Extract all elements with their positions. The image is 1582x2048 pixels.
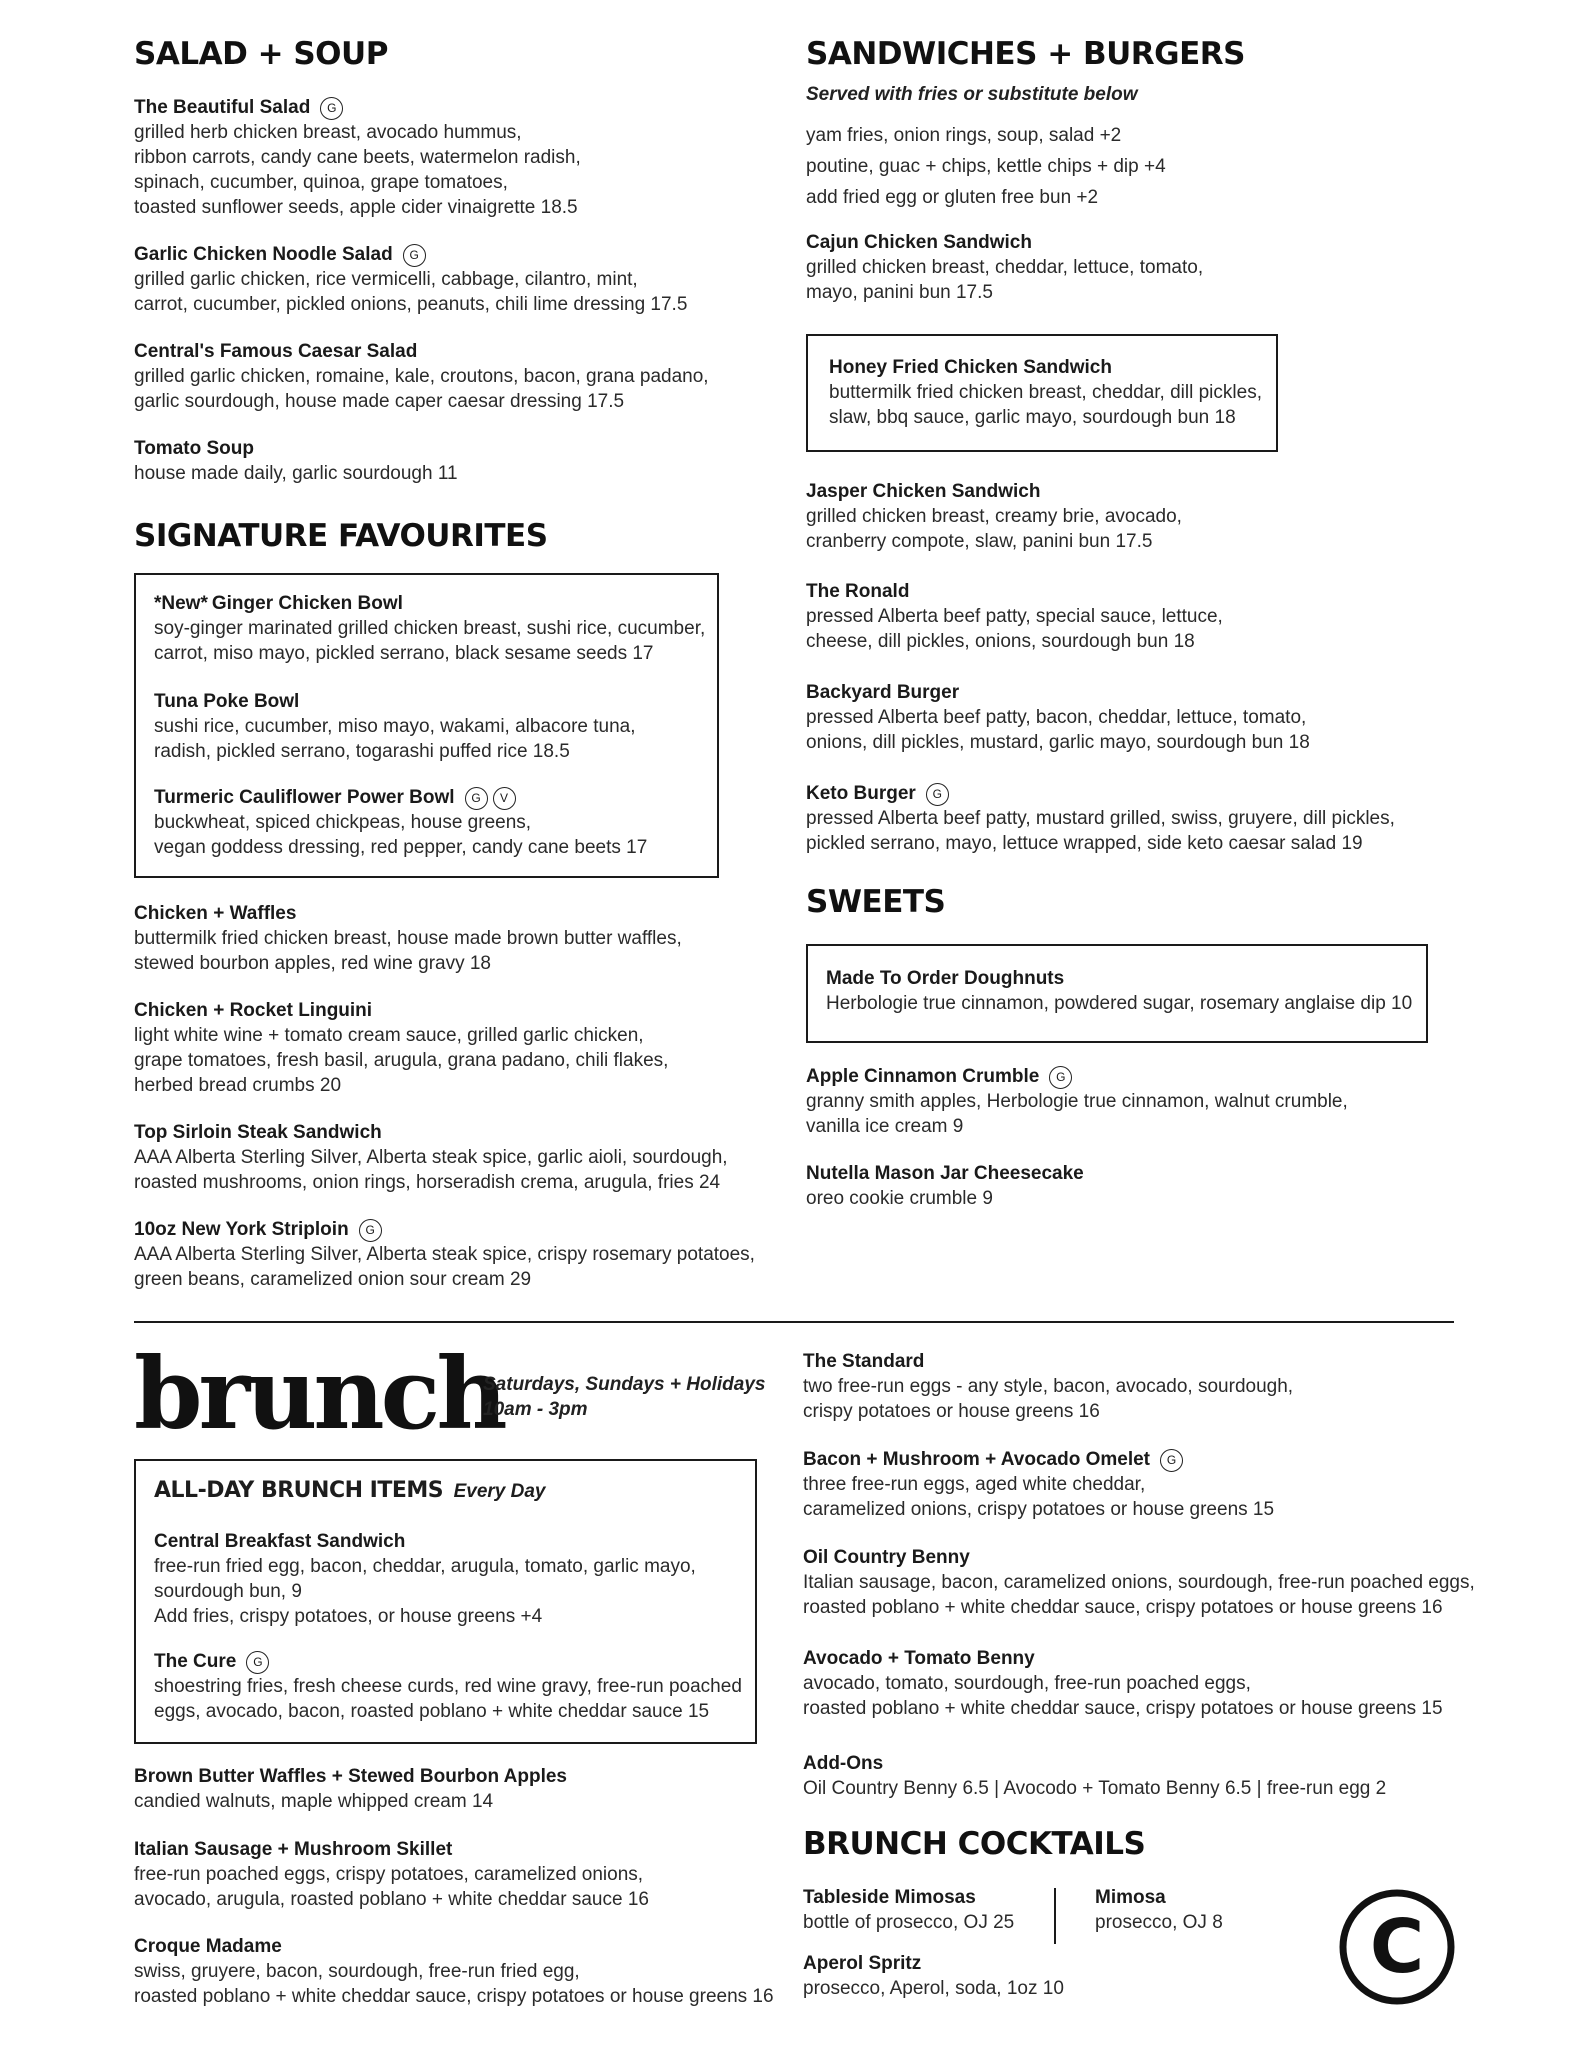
description-line: avocado, arugula, roasted poblano + white cheddar sauce 16 [134, 1889, 649, 1910]
item-name: Central's Famous Caesar Salad [134, 341, 418, 362]
menu-item-ny-striploin [134, 1218, 755, 1292]
item-description [154, 714, 636, 764]
item-name-row [806, 681, 1310, 705]
item-name: Croque Madame [134, 1936, 282, 1957]
description-line: grape tomatoes, fresh basil, arugula, grana padano, chili flakes, [134, 1050, 669, 1071]
gluten-free-badge-icon: G [359, 1219, 382, 1242]
description-line: herbed bread crumbs 20 [134, 1075, 342, 1096]
item-name: Ginger Chicken Bowl [211, 593, 403, 614]
item-name-row [134, 1121, 728, 1145]
item-description [829, 380, 1262, 430]
brunch-hours [483, 1372, 765, 1422]
item-name-row [134, 1838, 649, 1862]
logo-letter: C [1369, 1904, 1425, 1990]
item-name-row [134, 340, 709, 364]
menu-item-avocado-tomato-benny [803, 1647, 1443, 1721]
item-description [806, 705, 1310, 755]
description-line: sourdough bun, 9 [154, 1581, 302, 1602]
central-logo-icon [1338, 1888, 1456, 2006]
item-description [806, 1186, 1084, 1211]
description-line: caramelized onions, crispy potatoes or house greens 15 [803, 1499, 1275, 1520]
item-description [806, 806, 1395, 856]
item-name-row [134, 1935, 774, 1959]
item-description [154, 616, 705, 666]
description-line: Oil Country Benny 6.5 | Avocodo + Tomato Benny 6.5 | free-run egg 2 [803, 1778, 1387, 1799]
description-line: prosecco, OJ 8 [1095, 1912, 1223, 1933]
description-line: pressed Alberta beef patty, special sauce, lettuce, [806, 606, 1223, 627]
item-name: Aperol Spritz [803, 1953, 922, 1974]
item-description [803, 1374, 1293, 1424]
menu-item-honey-fried-chicken [829, 356, 1262, 430]
description-line: candied walnuts, maple whipped cream 14 [134, 1791, 494, 1812]
description-line: house made daily, garlic sourdough 11 [134, 463, 458, 484]
description-line: bottle of prosecco, OJ 25 [803, 1912, 1015, 1933]
item-name: Add-Ons [803, 1753, 884, 1774]
item-name: Mimosa [1095, 1887, 1166, 1908]
sweets-heading: SWEETS [806, 884, 946, 920]
item-name-row [154, 1650, 742, 1674]
item-name-row [154, 592, 705, 616]
item-name: Made To Order Doughnuts [826, 968, 1065, 989]
description-line: Add fries, crispy potatoes, or house greens +4 [154, 1606, 543, 1627]
item-name: Tomato Soup [134, 438, 254, 459]
item-name-row [826, 967, 1412, 991]
substitutes-list [806, 120, 1166, 213]
menu-item-backyard-burger [806, 681, 1310, 755]
description-line: buttermilk fried chicken breast, cheddar, dill pickles, [829, 382, 1262, 403]
description-line: free-run fried egg, bacon, cheddar, arugula, tomato, garlic mayo, [154, 1556, 696, 1577]
menu-item-keto-burger [806, 782, 1395, 856]
item-name: Central Breakfast Sandwich [154, 1531, 406, 1552]
description-line: roasted poblano + white cheddar sauce, crispy potatoes or house greens 15 [803, 1698, 1443, 1719]
menu-item-cajun-chicken [806, 231, 1203, 305]
gluten-free-badge-icon: G [465, 787, 488, 810]
description-line: carrot, cucumber, pickled onions, peanuts, chili lime dressing 17.5 [134, 294, 688, 315]
menu-item-garlic-chicken-noodle-salad [134, 243, 687, 317]
menu-item-croque-madame [134, 1935, 774, 2009]
item-description [134, 461, 458, 486]
menu-item-sirloin-sandwich [134, 1121, 728, 1195]
description-line: onions, dill pickles, mustard, garlic mayo, sourdough bun 18 [806, 732, 1310, 753]
item-description [134, 1145, 728, 1195]
description-line: AAA Alberta Sterling Silver, Alberta steak spice, garlic aioli, sourdough, [134, 1147, 728, 1168]
item-name: Italian Sausage + Mushroom Skillet [134, 1839, 453, 1860]
item-name: Tuna Poke Bowl [154, 691, 300, 712]
item-name: Cajun Chicken Sandwich [806, 232, 1032, 253]
item-name: Chicken + Rocket Linguini [134, 1000, 373, 1021]
item-name-row [829, 356, 1262, 380]
gluten-free-badge-icon: G [1049, 1066, 1072, 1089]
all-day-note: Every Day [453, 1481, 546, 1502]
item-name: Top Sirloin Steak Sandwich [134, 1122, 382, 1143]
description-line: ribbon carrots, candy cane beets, watermelon radish, [134, 147, 581, 168]
cocktail-separator [1054, 1888, 1056, 1944]
sandwiches-heading: SANDWICHES + BURGERS [806, 36, 1245, 72]
description-line: crispy potatoes or house greens 16 [803, 1401, 1100, 1422]
item-name: The Standard [803, 1351, 925, 1372]
item-name: Nutella Mason Jar Cheesecake [806, 1163, 1084, 1184]
item-name: Jasper Chicken Sandwich [806, 481, 1041, 502]
item-name: Honey Fried Chicken Sandwich [829, 357, 1112, 378]
item-name: Keto Burger [806, 783, 916, 804]
item-name-row [803, 1647, 1443, 1671]
item-name-row [134, 243, 687, 267]
item-description [803, 1671, 1443, 1721]
menu-item-ginger-chicken-bowl [154, 592, 705, 666]
item-name: Brown Butter Waffles + Stewed Bourbon Apples [134, 1766, 567, 1787]
item-name-row [806, 231, 1203, 255]
menu-item-brown-butter-waffles [134, 1765, 567, 1814]
item-description [134, 1023, 668, 1098]
item-name: Oil Country Benny [803, 1547, 970, 1568]
item-description [154, 1674, 742, 1724]
substitute-line: yam fries, onion rings, soup, salad +2 [806, 125, 1122, 146]
description-line: carrot, miso mayo, pickled serrano, black sesame seeds 17 [154, 643, 654, 664]
description-line: buttermilk fried chicken breast, house made brown butter waffles, [134, 928, 682, 949]
description-line: cheese, dill pickles, onions, sourdough bun 18 [806, 631, 1195, 652]
brunch-hours-time: 10am - 3pm [483, 1399, 588, 1420]
cocktail-aperol-spritz [803, 1952, 1064, 2001]
description-line: pickled serrano, mayo, lettuce wrapped, side keto caesar salad 19 [806, 833, 1363, 854]
item-description [134, 1242, 755, 1292]
item-name-row [1095, 1886, 1223, 1910]
gluten-free-badge-icon: G [926, 783, 949, 806]
item-name-row [806, 580, 1223, 604]
description-line: toasted sunflower seeds, apple cider vinaigrette 18.5 [134, 197, 578, 218]
description-line: shoestring fries, fresh cheese curds, red wine gravy, free-run poached [154, 1676, 742, 1697]
description-line: AAA Alberta Sterling Silver, Alberta steak spice, crispy rosemary potatoes, [134, 1244, 755, 1265]
description-line: roasted poblano + white cheddar sauce, crispy potatoes or house greens 16 [134, 1986, 774, 2007]
description-line: Herbologie true cinnamon, powdered sugar, rosemary anglaise dip 10 [826, 993, 1413, 1014]
menu-item-jasper-chicken [806, 480, 1182, 554]
item-description [134, 120, 581, 220]
menu-item-apple-crumble [806, 1065, 1348, 1139]
menu-item-the-ronald [806, 580, 1223, 654]
item-description [134, 926, 682, 976]
cocktails-heading: BRUNCH COCKTAILS [803, 1826, 1146, 1862]
item-description [134, 267, 687, 317]
item-name-row [154, 1530, 696, 1554]
item-description [826, 991, 1412, 1016]
description-line: radish, pickled serrano, togarashi puffed rice 18.5 [154, 741, 570, 762]
signature-heading: SIGNATURE FAVOURITES [134, 518, 548, 554]
description-line: grilled garlic chicken, rice vermicelli, cabbage, cilantro, mint, [134, 269, 638, 290]
brunch-hours-days: Saturdays, Sundays + Holidays [483, 1374, 766, 1395]
description-line: buckwheat, spiced chickpeas, house greens, [154, 812, 532, 833]
salad-soup-heading: SALAD + SOUP [134, 36, 388, 72]
description-line: roasted mushrooms, onion rings, horseradish crema, arugula, fries 24 [134, 1172, 721, 1193]
menu-item-doughnuts [826, 967, 1412, 1016]
item-name-row [806, 480, 1182, 504]
item-name: The Beautiful Salad [134, 97, 311, 118]
description-line: eggs, avocado, bacon, roasted poblano + white cheddar sauce 15 [154, 1701, 710, 1722]
description-line: stewed bourbon apples, red wine gravy 18 [134, 953, 492, 974]
item-name-row [803, 1448, 1274, 1472]
item-description [803, 1570, 1475, 1620]
item-name: 10oz New York Striploin [134, 1219, 349, 1240]
item-description [803, 1976, 1064, 2001]
item-description [154, 810, 647, 860]
item-name-row [154, 786, 647, 810]
item-name-row [806, 1162, 1084, 1186]
item-description [803, 1910, 1014, 1935]
item-name: Bacon + Mushroom + Avocado Omelet [803, 1449, 1151, 1470]
menu-item-rocket-linguini [134, 999, 668, 1098]
all-day-heading: ALL-DAY BRUNCH ITEMS [154, 1478, 444, 1503]
item-name: Chicken + Waffles [134, 903, 297, 924]
description-line: swiss, gruyere, bacon, sourdough, free-run fried egg, [134, 1961, 580, 1982]
description-line: mayo, panini bun 17.5 [806, 282, 993, 303]
description-line: grilled chicken breast, creamy brie, avocado, [806, 506, 1182, 527]
gluten-free-badge-icon: G [1160, 1449, 1183, 1472]
item-description [806, 504, 1182, 554]
menu-item-tomato-soup [134, 437, 458, 486]
item-name-row [134, 96, 581, 120]
description-line: green beans, caramelized onion sour cream 29 [134, 1269, 532, 1290]
item-name-row [803, 1952, 1064, 1976]
menu-item-caesar-salad [134, 340, 709, 414]
item-name-row [803, 1886, 1014, 1910]
item-description [134, 1862, 649, 1912]
description-line: two free-run eggs - any style, bacon, avocado, sourdough, [803, 1376, 1294, 1397]
description-line: pressed Alberta beef patty, mustard grilled, swiss, gruyere, dill pickles, [806, 808, 1395, 829]
item-description [806, 1089, 1348, 1139]
description-line: grilled chicken breast, cheddar, lettuce, tomato, [806, 257, 1204, 278]
description-line: free-run poached eggs, crispy potatoes, caramelized onions, [134, 1864, 644, 1885]
description-line: prosecco, Aperol, soda, 1oz 10 [803, 1978, 1064, 1999]
description-line: grilled herb chicken breast, avocado hummus, [134, 122, 522, 143]
item-description [134, 1959, 774, 2009]
item-name: Backyard Burger [806, 682, 960, 703]
item-description [134, 364, 709, 414]
section-divider [134, 1321, 1454, 1323]
item-name: The Ronald [806, 581, 910, 602]
brunch-logo: brunch [134, 1337, 504, 1452]
item-name-row [803, 1546, 1475, 1570]
item-name-row [134, 999, 668, 1023]
cocktail-tableside-mimosas [803, 1886, 1014, 1935]
menu-item-central-breakfast-sandwich [154, 1530, 696, 1629]
item-name-row [134, 902, 682, 926]
menu-item-omelet [803, 1448, 1274, 1522]
item-name-row [134, 1218, 755, 1242]
menu-item-oil-country-benny [803, 1546, 1475, 1620]
gluten-free-badge-icon: G [246, 1651, 269, 1674]
item-description [803, 1472, 1274, 1522]
description-line: avocado, tomato, sourdough, free-run poached eggs, [803, 1673, 1251, 1694]
menu-item-the-standard [803, 1350, 1293, 1424]
menu-item-sausage-skillet [134, 1838, 649, 1912]
new-tag: *New* [154, 593, 208, 614]
item-name-row [806, 782, 1395, 806]
item-name: Garlic Chicken Noodle Salad [134, 244, 393, 265]
menu-item-chicken-waffles [134, 902, 682, 976]
description-line: cranberry compote, slaw, panini bun 17.5 [806, 531, 1153, 552]
gluten-free-badge-icon: G [403, 244, 426, 267]
description-line: sushi rice, cucumber, miso mayo, wakami, albacore tuna, [154, 716, 636, 737]
item-description [806, 255, 1203, 305]
item-description [1095, 1910, 1223, 1935]
item-name-row [134, 437, 458, 461]
description-line: pressed Alberta beef patty, bacon, cheddar, lettuce, tomato, [806, 707, 1307, 728]
description-line: vanilla ice cream 9 [806, 1116, 964, 1137]
description-line: three free-run eggs, aged white cheddar, [803, 1474, 1146, 1495]
description-line: roasted poblano + white cheddar sauce, crispy potatoes or house greens 16 [803, 1597, 1443, 1618]
item-description [806, 604, 1223, 654]
item-name: Tableside Mimosas [803, 1887, 976, 1908]
gluten-free-badge-icon: G [320, 97, 343, 120]
item-name-row [803, 1350, 1293, 1374]
description-line: grilled garlic chicken, romaine, kale, croutons, bacon, grana padano, [134, 366, 709, 387]
description-line: slaw, bbq sauce, garlic mayo, sourdough bun 18 [829, 407, 1236, 428]
item-name: The Cure [154, 1651, 237, 1672]
item-name-row [134, 1765, 567, 1789]
substitute-line: poutine, guac + chips, kettle chips + dip +4 [806, 156, 1166, 177]
item-description [803, 1776, 1386, 1801]
menu-item-beautiful-salad [134, 96, 581, 220]
description-line: light white wine + tomato cream sauce, grilled garlic chicken, [134, 1025, 644, 1046]
item-name: Turmeric Cauliflower Power Bowl [154, 787, 455, 808]
all-day-heading-row [154, 1478, 546, 1503]
menu-item-turmeric-bowl [154, 786, 647, 860]
menu-item-the-cure [154, 1650, 742, 1724]
sandwiches-subheading: Served with fries or substitute below [806, 84, 1138, 105]
menu-item-add-ons [803, 1752, 1386, 1801]
cocktail-mimosa [1095, 1886, 1223, 1935]
description-line: spinach, cucumber, quinoa, grape tomatoes, [134, 172, 508, 193]
description-line: granny smith apples, Herbologie true cinnamon, walnut crumble, [806, 1091, 1348, 1112]
description-line: oreo cookie crumble 9 [806, 1188, 993, 1209]
description-line: Italian sausage, bacon, caramelized onions, sourdough, free-run poached eggs, [803, 1572, 1475, 1593]
description-line: soy-ginger marinated grilled chicken breast, sushi rice, cucumber, [154, 618, 706, 639]
vegan-badge-icon: V [493, 787, 516, 810]
menu-item-tuna-poke-bowl [154, 690, 636, 764]
description-line: garlic sourdough, house made caper caesar dressing 17.5 [134, 391, 625, 412]
item-description [134, 1789, 567, 1814]
description-line: vegan goddess dressing, red pepper, candy cane beets 17 [154, 837, 648, 858]
substitute-line: add fried egg or gluten free bun +2 [806, 187, 1099, 208]
menu-item-nutella-cheesecake [806, 1162, 1084, 1211]
item-name-row [803, 1752, 1386, 1776]
item-name-row [806, 1065, 1348, 1089]
item-name: Apple Cinnamon Crumble [806, 1066, 1040, 1087]
item-name: Avocado + Tomato Benny [803, 1648, 1035, 1669]
item-description [154, 1554, 696, 1629]
item-name-row [154, 690, 636, 714]
